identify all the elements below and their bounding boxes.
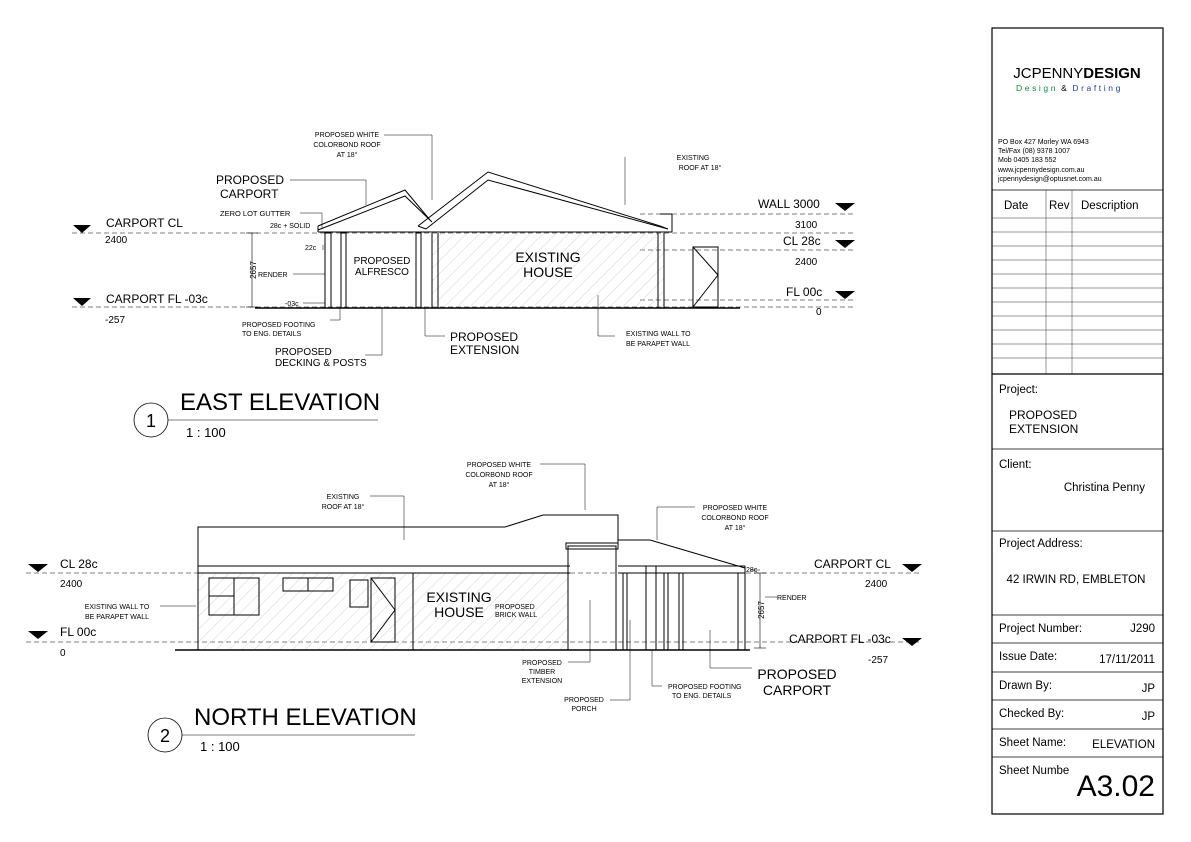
north-footing-note-1: PROPOSED FOOTING — [668, 684, 742, 691]
east-22c-note: 22c — [305, 245, 317, 252]
checked-by-label: Checked By: — [999, 708, 1065, 720]
title-block-dividers — [992, 190, 1163, 757]
east-alfresco-2: ALFRESCO — [355, 267, 409, 278]
east-footing-note-1: PROPOSED FOOTING — [242, 322, 316, 329]
sheet-name-value: ELEVATION — [1092, 739, 1155, 751]
north-fl-label: FL 00c — [60, 625, 97, 639]
project-label: Project: — [999, 384, 1038, 396]
contact-line: jcpennydesign@optusnet.com.au — [998, 176, 1102, 183]
level-marker-icon — [73, 225, 91, 233]
north-carport-cl-label: CARPORT CL — [814, 557, 891, 571]
revision-rev-header: Rev — [1049, 200, 1070, 212]
company-contact — [997, 139, 1102, 183]
north-porch-note-1: PROPOSED — [564, 697, 604, 704]
east-solid-note: 28c + SOLID — [270, 223, 311, 230]
revision-date-header: Date — [1004, 200, 1029, 212]
east-deck-note-1: PROPOSED — [275, 347, 332, 358]
east-exroof-note-1: EXISTING — [676, 155, 710, 162]
east-roof-note-2: COLORBOND ROOF — [313, 142, 381, 149]
drawn-by-label: Drawn By: — [999, 680, 1053, 692]
north-fl-value: 0 — [60, 648, 66, 659]
north-roofb-note-3: AT 18° — [724, 525, 746, 532]
drawn-by-value: JP — [1141, 683, 1155, 695]
north-house-label-1: EXISTING — [426, 589, 492, 605]
east-parapet-note-2: BE PARAPET WALL — [626, 341, 691, 348]
north-footing-note-2: TO ENG. DETAILS — [672, 693, 732, 700]
east-deck-note-2: DECKING & POSTS — [275, 358, 367, 369]
level-marker-icon — [28, 564, 48, 572]
east-carport-fl-label: CARPORT FL -03c — [106, 292, 208, 306]
project-number-value: J290 — [1130, 623, 1155, 635]
east-parapet-note-1: EXISTING WALL TO — [626, 331, 691, 338]
north-view-number: 2 — [159, 726, 171, 746]
level-marker-icon — [28, 631, 48, 639]
north-carport-note-1: PROPOSED — [757, 666, 837, 682]
east-elevation — [72, 132, 855, 440]
north-elevation — [26, 462, 922, 754]
contact-line: Mob 0405 183 552 — [998, 157, 1057, 164]
east-house-label-1: EXISTING — [515, 249, 581, 265]
north-timber-note-3: EXTENSION — [521, 678, 563, 685]
north-house-label-2: HOUSE — [434, 604, 484, 620]
north-roofb-note-1: PROPOSED WHITE — [702, 505, 768, 512]
east-roof-note-1: PROPOSED WHITE — [314, 132, 380, 139]
contact-line: Tel/Fax (08) 9378 1007 — [998, 148, 1070, 155]
east-extension-note-2: EXTENSION — [450, 343, 520, 357]
north-parapet-note-2: BE PARAPET WALL — [84, 614, 150, 621]
company-logo: JCPENNYDESIGN — [1013, 65, 1141, 82]
project-value-2: EXTENSION — [1009, 422, 1079, 436]
east-dimension-text: 2657 — [249, 261, 258, 279]
east-carport-fl-value: -257 — [105, 315, 126, 326]
east-carport-cl-label: CARPORT CL — [106, 216, 183, 230]
north-exroof-note-1: EXISTING — [326, 494, 360, 501]
project-value-1: PROPOSED — [1009, 408, 1078, 422]
north-cl-value: 2400 — [60, 579, 83, 590]
north-roofb-note-2: COLORBOND ROOF — [701, 515, 769, 522]
north-dimension-text: 2657 — [757, 601, 766, 619]
company-tagline: Design & Drafting — [1016, 83, 1123, 93]
level-marker-icon — [835, 240, 855, 248]
client-label: Client: — [999, 459, 1032, 471]
east-carport-note-2: CARPORT — [220, 187, 279, 201]
revision-grid — [992, 190, 1163, 374]
north-timber-note-1: PROPOSED — [522, 660, 562, 667]
client-value: Christina Penny — [1063, 482, 1145, 494]
address-label: Project Address: — [999, 538, 1083, 550]
level-marker-icon — [73, 298, 91, 306]
north-house-hatch — [198, 573, 568, 649]
sheet-number-label: Sheet Numbe — [999, 765, 1070, 777]
title-block — [992, 28, 1163, 814]
north-carport-fl-value: -257 — [868, 655, 889, 666]
address-value: 42 IRWIN RD, EMBLETON — [1006, 574, 1146, 586]
issue-date-value: 17/11/2011 — [1099, 654, 1155, 666]
north-roof-note-3: AT 18° — [488, 482, 510, 489]
east-gutter-note: ZERO LOT GUTTER — [220, 209, 291, 218]
north-cl-label: CL 28c — [60, 557, 98, 571]
east-wall-label: WALL 3000 — [758, 197, 820, 211]
east-carport-note-1: PROPOSED — [216, 173, 285, 187]
north-elevation-title: NORTH ELEVATION — [194, 704, 417, 731]
north-elevation-scale: 1 : 100 — [200, 739, 240, 754]
north-carport-cl-value: 2400 — [865, 579, 888, 590]
east-cl-label: CL 28c — [783, 234, 821, 248]
level-marker-icon — [835, 203, 855, 211]
east-elevation-scale: 1 : 100 — [186, 425, 226, 440]
east-alfresco-1: PROPOSED — [353, 256, 411, 267]
sheet-name-label: Sheet Name: — [999, 737, 1067, 749]
east-wall-value: 3100 — [795, 220, 818, 231]
north-carport-note-2: CARPORT — [762, 682, 832, 698]
checked-by-value: JP — [1141, 711, 1155, 723]
north-roof-note-1: PROPOSED WHITE — [466, 462, 532, 469]
east-cl-value: 2400 — [795, 257, 818, 268]
east-fl-label: FL 00c — [786, 285, 823, 299]
north-porch-note-2: PORCH — [571, 706, 597, 713]
east-render-note: RENDER — [258, 272, 288, 279]
revision-desc-header: Description — [1081, 200, 1139, 212]
issue-date-label: Issue Date: — [999, 651, 1058, 663]
north-render-note: RENDER — [777, 595, 807, 602]
east-elevation-title: EAST ELEVATION — [180, 389, 381, 416]
north-28c-note: 28c — [746, 567, 758, 574]
east-footing-note-2: TO ENG. DETAILS — [242, 331, 302, 338]
north-exroof-note-2: ROOF AT 18° — [321, 504, 365, 511]
east-extension-note-1: PROPOSED — [450, 330, 519, 344]
level-marker-icon — [902, 564, 922, 572]
east-roof-note-3: AT 18° — [336, 152, 358, 159]
contact-line: www.jcpennydesign.com.au — [998, 167, 1085, 174]
east-house-label-2: HOUSE — [523, 264, 573, 280]
east-carport-cl-value: 2400 — [105, 235, 128, 246]
north-carport-fl-label: CARPORT FL -03c — [789, 632, 891, 646]
east-m03-note: -03c — [285, 301, 299, 308]
north-brick-note-2: BRICK WALL — [495, 612, 538, 619]
east-exroof-note-2: ROOF AT 18° — [678, 165, 722, 172]
project-number-label: Project Number: — [999, 623, 1083, 635]
sheet-number-value: A3.02 — [1076, 770, 1155, 803]
east-fl-value: 0 — [816, 307, 822, 318]
north-brick-note-1: PROPOSED — [495, 604, 535, 611]
north-timber-note-2: TIMBER — [528, 669, 556, 676]
north-parapet-note-1: EXISTING WALL TO — [84, 604, 150, 611]
east-view-number: 1 — [145, 411, 157, 431]
north-roof-note-2: COLORBOND ROOF — [465, 472, 533, 479]
contact-line: PO Box 427 Morley WA 6943 — [998, 139, 1089, 146]
level-marker-icon — [835, 291, 855, 299]
